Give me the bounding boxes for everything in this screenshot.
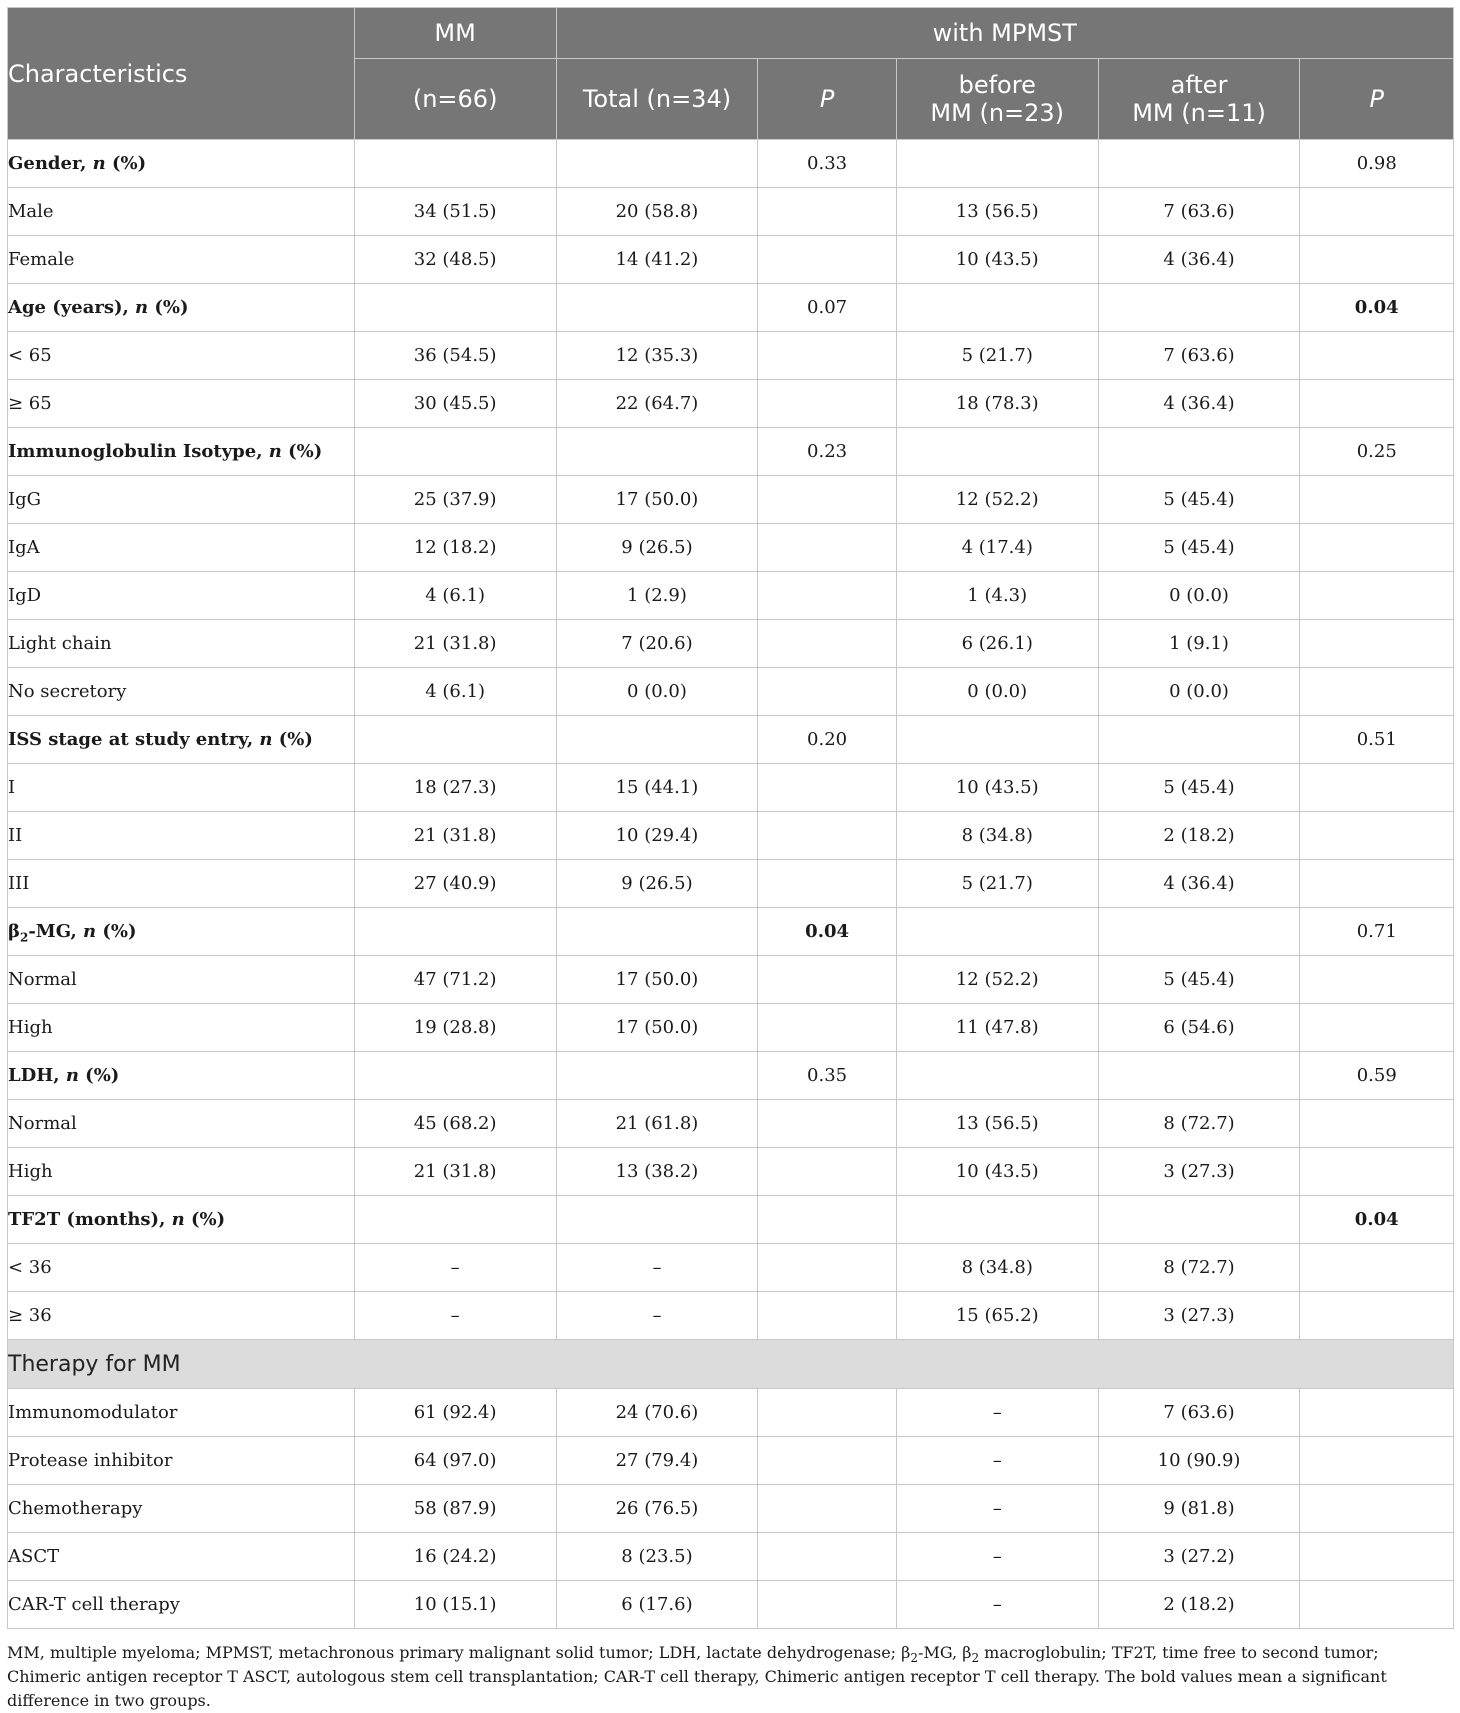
cell-p2 — [1300, 1533, 1454, 1581]
row-label: IgD — [8, 572, 355, 620]
cell-before: 5 (21.7) — [896, 332, 1098, 380]
cell-p1 — [758, 1485, 896, 1533]
characteristics-table — [7, 7, 1454, 1629]
row-label: IgA — [8, 524, 355, 572]
cell-p2 — [1300, 956, 1454, 1004]
cell-total: – — [556, 1244, 758, 1292]
category-label — [8, 140, 355, 188]
header-before-line1: before — [958, 71, 1036, 99]
cell-p1 — [758, 1148, 896, 1196]
cell-before: 15 (65.2) — [896, 1292, 1098, 1340]
cell-p2 — [1300, 236, 1454, 284]
table-row — [8, 1533, 1454, 1581]
cell-after: 3 (27.3) — [1098, 1292, 1300, 1340]
cell-total: 20 (58.8) — [556, 188, 758, 236]
cell-before: 6 (26.1) — [896, 620, 1098, 668]
cell-p1: 0.04 — [758, 908, 896, 956]
cell-before: 10 (43.5) — [896, 1148, 1098, 1196]
cell-before: – — [896, 1485, 1098, 1533]
cell-before: 8 (34.8) — [896, 812, 1098, 860]
cell-after: 8 (72.7) — [1098, 1100, 1300, 1148]
cell-p2 — [1300, 1244, 1454, 1292]
cell-p2 — [1300, 812, 1454, 860]
cell-total: 12 (35.3) — [556, 332, 758, 380]
table-body — [8, 140, 1454, 1629]
cell-mm: 10 (15.1) — [354, 1581, 556, 1629]
category-label — [8, 1052, 355, 1100]
header-row-1 — [8, 8, 1454, 59]
cell-mm — [354, 284, 556, 332]
cell-mm: 64 (97.0) — [354, 1437, 556, 1485]
footnote-part1: MM, multiple myeloma; MPMST, metachronous primary malignant solid tumor; LDH, lactate dehydrogenase; β — [7, 1643, 911, 1662]
cell-mm: 12 (18.2) — [354, 524, 556, 572]
category-label-post: (%) — [272, 729, 313, 750]
category-label-post: (%) — [78, 1065, 120, 1086]
row-label: Protease inhibitor — [8, 1437, 355, 1485]
row-label: Immunomodulator — [8, 1389, 355, 1437]
cell-p2 — [1300, 620, 1454, 668]
cell-total: 9 (26.5) — [556, 524, 758, 572]
cell-mm: 21 (31.8) — [354, 812, 556, 860]
table-row — [8, 332, 1454, 380]
cell-before: – — [896, 1581, 1098, 1629]
cell-p2 — [1300, 1389, 1454, 1437]
row-label: High — [8, 1148, 355, 1196]
cell-after: 7 (63.6) — [1098, 332, 1300, 380]
header-p2: P — [1300, 59, 1454, 140]
cell-p1 — [758, 1100, 896, 1148]
cell-before — [896, 1052, 1098, 1100]
cell-total: 1 (2.9) — [556, 572, 758, 620]
table-row — [8, 1437, 1454, 1485]
footnote-sub2: 2 — [971, 1651, 980, 1666]
row-label: I — [8, 764, 355, 812]
table-row — [8, 1485, 1454, 1533]
cell-total: 24 (70.6) — [556, 1389, 758, 1437]
cell-p2 — [1300, 476, 1454, 524]
cell-before: 13 (56.5) — [896, 188, 1098, 236]
cell-p1 — [758, 1196, 896, 1244]
cell-p1: 0.23 — [758, 428, 896, 476]
cell-before: 10 (43.5) — [896, 764, 1098, 812]
cell-before: 0 (0.0) — [896, 668, 1098, 716]
cell-mm — [354, 140, 556, 188]
cell-total — [556, 140, 758, 188]
header-after-line1: after — [1170, 71, 1228, 99]
cell-total: 10 (29.4) — [556, 812, 758, 860]
cell-mm — [354, 716, 556, 764]
category-row — [8, 716, 1454, 764]
category-label-n: n — [82, 921, 97, 942]
cell-before — [896, 908, 1098, 956]
cell-p1 — [758, 1389, 896, 1437]
cell-total: 13 (38.2) — [556, 1148, 758, 1196]
cell-mm: 4 (6.1) — [354, 668, 556, 716]
row-label: High — [8, 1004, 355, 1052]
cell-after: 0 (0.0) — [1098, 572, 1300, 620]
cell-p1 — [758, 236, 896, 284]
cell-p2: 0.59 — [1300, 1052, 1454, 1100]
row-label: IgG — [8, 476, 355, 524]
cell-p1: 0.07 — [758, 284, 896, 332]
header-total: Total (n=34) — [556, 59, 758, 140]
cell-mm: 25 (37.9) — [354, 476, 556, 524]
row-label: Light chain — [8, 620, 355, 668]
cell-mm — [354, 428, 556, 476]
table-row — [8, 1292, 1454, 1340]
category-row — [8, 908, 1454, 956]
row-label: Female — [8, 236, 355, 284]
cell-p2: 0.98 — [1300, 140, 1454, 188]
category-label-n: n — [65, 1065, 79, 1086]
table-row — [8, 1148, 1454, 1196]
header-mm: MM — [354, 8, 556, 59]
cell-mm: 47 (71.2) — [354, 956, 556, 1004]
category-label-pre: ISS stage at study entry, — [8, 729, 260, 750]
cell-p2 — [1300, 860, 1454, 908]
category-label-sub: 2 — [19, 930, 29, 945]
cell-mm: – — [354, 1292, 556, 1340]
category-label — [8, 1196, 355, 1244]
cell-after: 5 (45.4) — [1098, 764, 1300, 812]
cell-before: 8 (34.8) — [896, 1244, 1098, 1292]
cell-after — [1098, 1052, 1300, 1100]
cell-before — [896, 1196, 1098, 1244]
cell-p1 — [758, 1292, 896, 1340]
cell-after: 6 (54.6) — [1098, 1004, 1300, 1052]
footnote-part3: macroglobulin; TF2T, time free to second tumor; Chimeric antigen receptor T ASCT, autologous stem cell transplantation; CAR-T cell therapy, Chimeric antigen receptor T cell therapy. The bold values mean a significant difference in two groups. — [7, 1643, 1387, 1710]
cell-p1 — [758, 1244, 896, 1292]
cell-p2: 0.71 — [1300, 908, 1454, 956]
table-row — [8, 188, 1454, 236]
cell-mm: 27 (40.9) — [354, 860, 556, 908]
cell-mm: 34 (51.5) — [354, 188, 556, 236]
cell-p2 — [1300, 524, 1454, 572]
cell-after — [1098, 284, 1300, 332]
cell-before: 13 (56.5) — [896, 1100, 1098, 1148]
cell-after: 4 (36.4) — [1098, 236, 1300, 284]
category-label-pre: Immunoglobulin Isotype, — [8, 441, 269, 462]
category-label-pre: TF2T (months), — [8, 1209, 172, 1230]
cell-mm: 18 (27.3) — [354, 764, 556, 812]
cell-p2 — [1300, 188, 1454, 236]
cell-total — [556, 428, 758, 476]
cell-after: 5 (45.4) — [1098, 524, 1300, 572]
category-row — [8, 284, 1454, 332]
category-label-n: n — [259, 729, 273, 750]
cell-total: 26 (76.5) — [556, 1485, 758, 1533]
cell-p2 — [1300, 1292, 1454, 1340]
cell-after: 3 (27.3) — [1098, 1148, 1300, 1196]
category-label-post: (%) — [105, 153, 147, 174]
category-label-post: (%) — [184, 1209, 226, 1230]
table-row — [8, 380, 1454, 428]
row-label: ASCT — [8, 1533, 355, 1581]
cell-p2 — [1300, 1485, 1454, 1533]
table-row — [8, 764, 1454, 812]
row-label: ≥ 65 — [8, 380, 355, 428]
category-label-mid: -MG, — [28, 921, 83, 942]
table-footnote — [7, 1641, 1454, 1713]
cell-total: 0 (0.0) — [556, 668, 758, 716]
cell-before: – — [896, 1437, 1098, 1485]
cell-after: 3 (27.2) — [1098, 1533, 1300, 1581]
cell-total: – — [556, 1292, 758, 1340]
cell-total: 17 (50.0) — [556, 1004, 758, 1052]
cell-after: 8 (72.7) — [1098, 1244, 1300, 1292]
row-label: Male — [8, 188, 355, 236]
cell-before — [896, 716, 1098, 764]
cell-p1 — [758, 1533, 896, 1581]
cell-mm: 16 (24.2) — [354, 1533, 556, 1581]
category-label-pre: LDH, — [8, 1065, 66, 1086]
table-row — [8, 1004, 1454, 1052]
cell-mm: 45 (68.2) — [354, 1100, 556, 1148]
table-row — [8, 668, 1454, 716]
table-row — [8, 1100, 1454, 1148]
category-row — [8, 140, 1454, 188]
table-row — [8, 860, 1454, 908]
cell-p2 — [1300, 332, 1454, 380]
cell-p1 — [758, 956, 896, 1004]
cell-p1 — [758, 1004, 896, 1052]
cell-p2 — [1300, 1004, 1454, 1052]
cell-p2 — [1300, 1100, 1454, 1148]
cell-total: 6 (17.6) — [556, 1581, 758, 1629]
cell-mm — [354, 908, 556, 956]
cell-mm: 58 (87.9) — [354, 1485, 556, 1533]
section-row — [8, 1340, 1454, 1389]
category-row — [8, 1196, 1454, 1244]
category-label-pre: Gender, — [8, 153, 93, 174]
table-row — [8, 236, 1454, 284]
cell-before: – — [896, 1533, 1098, 1581]
category-label-n: n — [135, 297, 149, 318]
cell-p1: 0.20 — [758, 716, 896, 764]
row-label: Normal — [8, 1100, 355, 1148]
cell-p1: 0.35 — [758, 1052, 896, 1100]
cell-p1 — [758, 1437, 896, 1485]
cell-p1 — [758, 812, 896, 860]
row-label: III — [8, 860, 355, 908]
category-label-pre: β — [8, 921, 20, 942]
cell-total: 7 (20.6) — [556, 620, 758, 668]
cell-mm: 61 (92.4) — [354, 1389, 556, 1437]
category-label — [8, 908, 355, 956]
cell-p2 — [1300, 764, 1454, 812]
category-label-n: n — [268, 441, 282, 462]
table-row — [8, 956, 1454, 1004]
cell-p1 — [758, 620, 896, 668]
header-after — [1098, 59, 1300, 140]
cell-after: 7 (63.6) — [1098, 1389, 1300, 1437]
cell-after — [1098, 716, 1300, 764]
cell-mm — [354, 1196, 556, 1244]
cell-total: 17 (50.0) — [556, 956, 758, 1004]
cell-after: 5 (45.4) — [1098, 956, 1300, 1004]
cell-after: 7 (63.6) — [1098, 188, 1300, 236]
cell-before — [896, 284, 1098, 332]
cell-mm: 30 (45.5) — [354, 380, 556, 428]
cell-total: 27 (79.4) — [556, 1437, 758, 1485]
category-label — [8, 428, 355, 476]
table-row — [8, 1389, 1454, 1437]
cell-p1 — [758, 668, 896, 716]
cell-p2 — [1300, 1581, 1454, 1629]
cell-mm — [354, 1052, 556, 1100]
category-label — [8, 284, 355, 332]
cell-total: 22 (64.7) — [556, 380, 758, 428]
cell-before: 1 (4.3) — [896, 572, 1098, 620]
cell-mm: 21 (31.8) — [354, 620, 556, 668]
cell-p2: 0.04 — [1300, 284, 1454, 332]
cell-after — [1098, 908, 1300, 956]
header-mm-n: (n=66) — [354, 59, 556, 140]
cell-after — [1098, 140, 1300, 188]
category-label-post: (%) — [148, 297, 189, 318]
table-row — [8, 812, 1454, 860]
cell-after: 5 (45.4) — [1098, 476, 1300, 524]
cell-p1 — [758, 332, 896, 380]
cell-p1 — [758, 524, 896, 572]
row-label: CAR-T cell therapy — [8, 1581, 355, 1629]
row-label: Normal — [8, 956, 355, 1004]
cell-total: 9 (26.5) — [556, 860, 758, 908]
footnote-part2: -MG, β — [918, 1643, 972, 1662]
cell-p1 — [758, 476, 896, 524]
cell-before — [896, 140, 1098, 188]
row-label: < 36 — [8, 1244, 355, 1292]
table-row — [8, 476, 1454, 524]
cell-before — [896, 428, 1098, 476]
cell-p2 — [1300, 572, 1454, 620]
cell-before: 18 (78.3) — [896, 380, 1098, 428]
cell-p1 — [758, 188, 896, 236]
cell-p1 — [758, 860, 896, 908]
cell-before: 12 (52.2) — [896, 956, 1098, 1004]
table-row — [8, 620, 1454, 668]
table-row — [8, 524, 1454, 572]
cell-before: 10 (43.5) — [896, 236, 1098, 284]
header-characteristics: Characteristics — [8, 8, 355, 140]
cell-p2 — [1300, 1437, 1454, 1485]
cell-p2 — [1300, 668, 1454, 716]
table-row — [8, 572, 1454, 620]
header-after-line2: MM (n=11) — [1132, 99, 1266, 127]
cell-after: 4 (36.4) — [1098, 860, 1300, 908]
category-row — [8, 428, 1454, 476]
cell-after — [1098, 428, 1300, 476]
table-row — [8, 1581, 1454, 1629]
category-row — [8, 1052, 1454, 1100]
cell-after: 0 (0.0) — [1098, 668, 1300, 716]
cell-total — [556, 908, 758, 956]
table-row — [8, 1244, 1454, 1292]
cell-total — [556, 284, 758, 332]
cell-p1 — [758, 572, 896, 620]
cell-total: 21 (61.8) — [556, 1100, 758, 1148]
cell-after: 2 (18.2) — [1098, 1581, 1300, 1629]
cell-mm: 36 (54.5) — [354, 332, 556, 380]
row-label: Chemotherapy — [8, 1485, 355, 1533]
cell-p2: 0.25 — [1300, 428, 1454, 476]
category-label-post: (%) — [96, 921, 137, 942]
header-p1: P — [758, 59, 896, 140]
cell-before: 11 (47.8) — [896, 1004, 1098, 1052]
cell-p1 — [758, 764, 896, 812]
cell-total — [556, 1196, 758, 1244]
cell-mm: 21 (31.8) — [354, 1148, 556, 1196]
cell-p1 — [758, 1581, 896, 1629]
cell-total: 8 (23.5) — [556, 1533, 758, 1581]
footnote-sub1: 2 — [910, 1651, 919, 1666]
header-with-mpmst: with MPMST — [556, 8, 1453, 59]
cell-after: 1 (9.1) — [1098, 620, 1300, 668]
row-label: ≥ 36 — [8, 1292, 355, 1340]
category-label-pre: Age (years), — [8, 297, 136, 318]
cell-mm: 19 (28.8) — [354, 1004, 556, 1052]
category-label-n: n — [92, 153, 106, 174]
row-label: < 65 — [8, 332, 355, 380]
cell-total — [556, 716, 758, 764]
section-label: Therapy for MM — [8, 1340, 1454, 1389]
header-before-line2: MM (n=23) — [930, 99, 1065, 127]
cell-before: 12 (52.2) — [896, 476, 1098, 524]
header-before — [896, 59, 1098, 140]
cell-total: 15 (44.1) — [556, 764, 758, 812]
cell-total: 14 (41.2) — [556, 236, 758, 284]
cell-total: 17 (50.0) — [556, 476, 758, 524]
cell-mm: – — [354, 1244, 556, 1292]
cell-before: – — [896, 1389, 1098, 1437]
cell-after — [1098, 1196, 1300, 1244]
cell-p1: 0.33 — [758, 140, 896, 188]
cell-after: 2 (18.2) — [1098, 812, 1300, 860]
cell-p2 — [1300, 380, 1454, 428]
cell-after: 9 (81.8) — [1098, 1485, 1300, 1533]
category-label — [8, 716, 355, 764]
cell-after: 10 (90.9) — [1098, 1437, 1300, 1485]
cell-p1 — [758, 380, 896, 428]
cell-p2: 0.51 — [1300, 716, 1454, 764]
category-label-n: n — [171, 1209, 185, 1230]
cell-after: 4 (36.4) — [1098, 380, 1300, 428]
cell-p2: 0.04 — [1300, 1196, 1454, 1244]
row-label: II — [8, 812, 355, 860]
row-label: No secretory — [8, 668, 355, 716]
cell-mm: 32 (48.5) — [354, 236, 556, 284]
cell-mm: 4 (6.1) — [354, 572, 556, 620]
cell-before: 4 (17.4) — [896, 524, 1098, 572]
cell-before: 5 (21.7) — [896, 860, 1098, 908]
category-label-post: (%) — [281, 441, 323, 462]
cell-total — [556, 1052, 758, 1100]
cell-p2 — [1300, 1148, 1454, 1196]
